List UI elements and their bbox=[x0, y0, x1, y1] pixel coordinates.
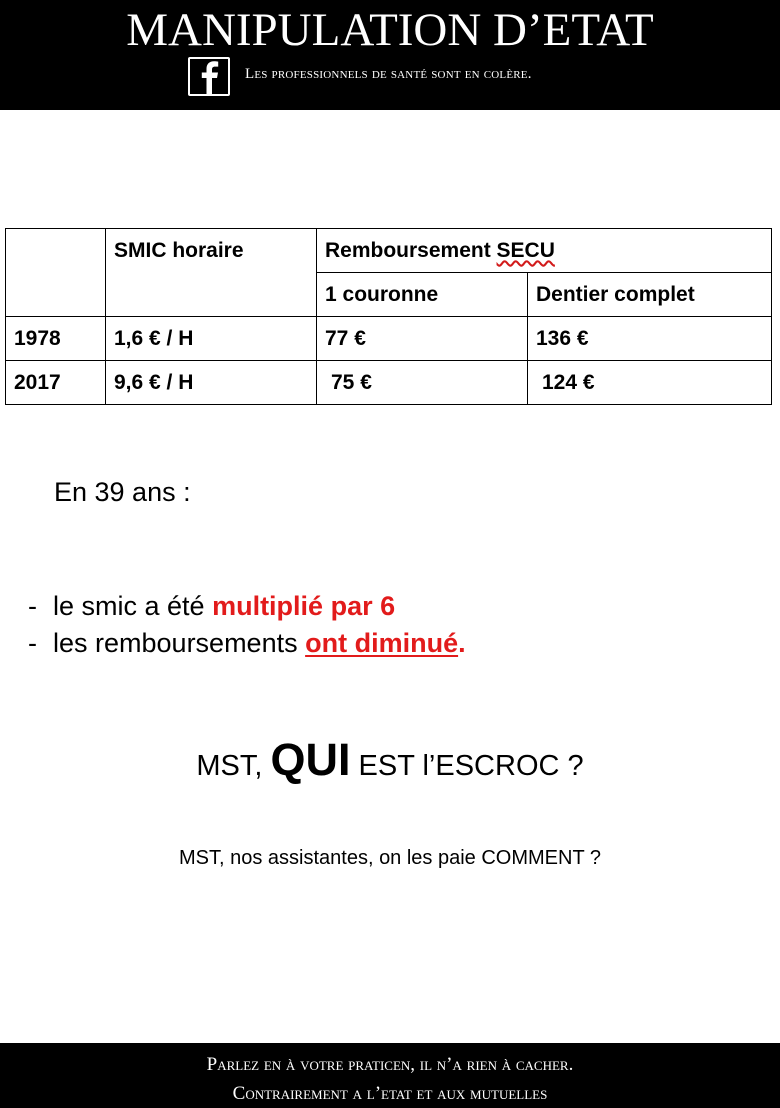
footer-banner bbox=[0, 1043, 780, 1108]
question-secondary: MST, nos assistantes, on les paie COMMENT ? bbox=[178, 847, 601, 869]
page-title: MANIPULATION D’ETAT bbox=[126, 4, 654, 56]
cell-couronne: 75 € bbox=[317, 361, 528, 405]
header-remboursement-secu bbox=[317, 229, 772, 273]
reimbursement-table bbox=[5, 228, 772, 405]
cell-dentier: 124 € bbox=[528, 361, 772, 405]
point-suffix: . bbox=[458, 628, 466, 658]
table-row bbox=[6, 361, 772, 405]
point-highlight: ont diminué bbox=[305, 628, 459, 658]
point-text: le smic a été bbox=[53, 591, 213, 621]
cell-couronne: 77 € bbox=[317, 317, 528, 361]
list-item bbox=[28, 625, 466, 662]
question-main bbox=[0, 730, 780, 796]
point-highlight: multiplié par 6 bbox=[212, 591, 396, 621]
table-row bbox=[6, 317, 772, 361]
facebook-glyph bbox=[190, 59, 228, 94]
question-prefix: MST, bbox=[196, 750, 271, 782]
cell-year: 1978 bbox=[6, 317, 106, 361]
header-1-couronne: 1 couronne bbox=[317, 273, 528, 317]
facebook-icon[interactable] bbox=[188, 57, 230, 96]
question-suffix: EST l’ESCROC ? bbox=[350, 750, 584, 782]
footer-line-2: Contrairement a l’etat et aux mutuelles bbox=[232, 1083, 548, 1104]
cell-dentier: 136 € bbox=[528, 317, 772, 361]
dash-bullet: - bbox=[28, 591, 37, 621]
header-banner bbox=[0, 0, 780, 110]
header-secu-label: SECU bbox=[496, 239, 555, 262]
dash-bullet: - bbox=[28, 628, 37, 658]
header-remboursement-label: Remboursement bbox=[325, 239, 497, 262]
list-item bbox=[28, 588, 466, 625]
table-corner-cell bbox=[6, 229, 106, 317]
footer-line-1: Parlez en à votre praticen, il n’a rien à cacher. bbox=[206, 1054, 574, 1075]
bullet-list bbox=[28, 588, 466, 662]
cell-year: 2017 bbox=[6, 361, 106, 405]
table-header-row bbox=[6, 229, 772, 273]
header-smic-horaire: SMIC horaire bbox=[106, 229, 317, 317]
intro-text: En 39 ans : bbox=[54, 477, 191, 507]
header-subtitle: Les professionnels de santé sont en colère. bbox=[245, 66, 532, 82]
cell-smic: 9,6 € / H bbox=[106, 361, 317, 405]
point-text: les remboursements bbox=[53, 628, 306, 658]
question-emphasis: QUI bbox=[270, 734, 351, 785]
cell-smic: 1,6 € / H bbox=[106, 317, 317, 361]
header-dentier-complet: Dentier complet bbox=[528, 273, 772, 317]
